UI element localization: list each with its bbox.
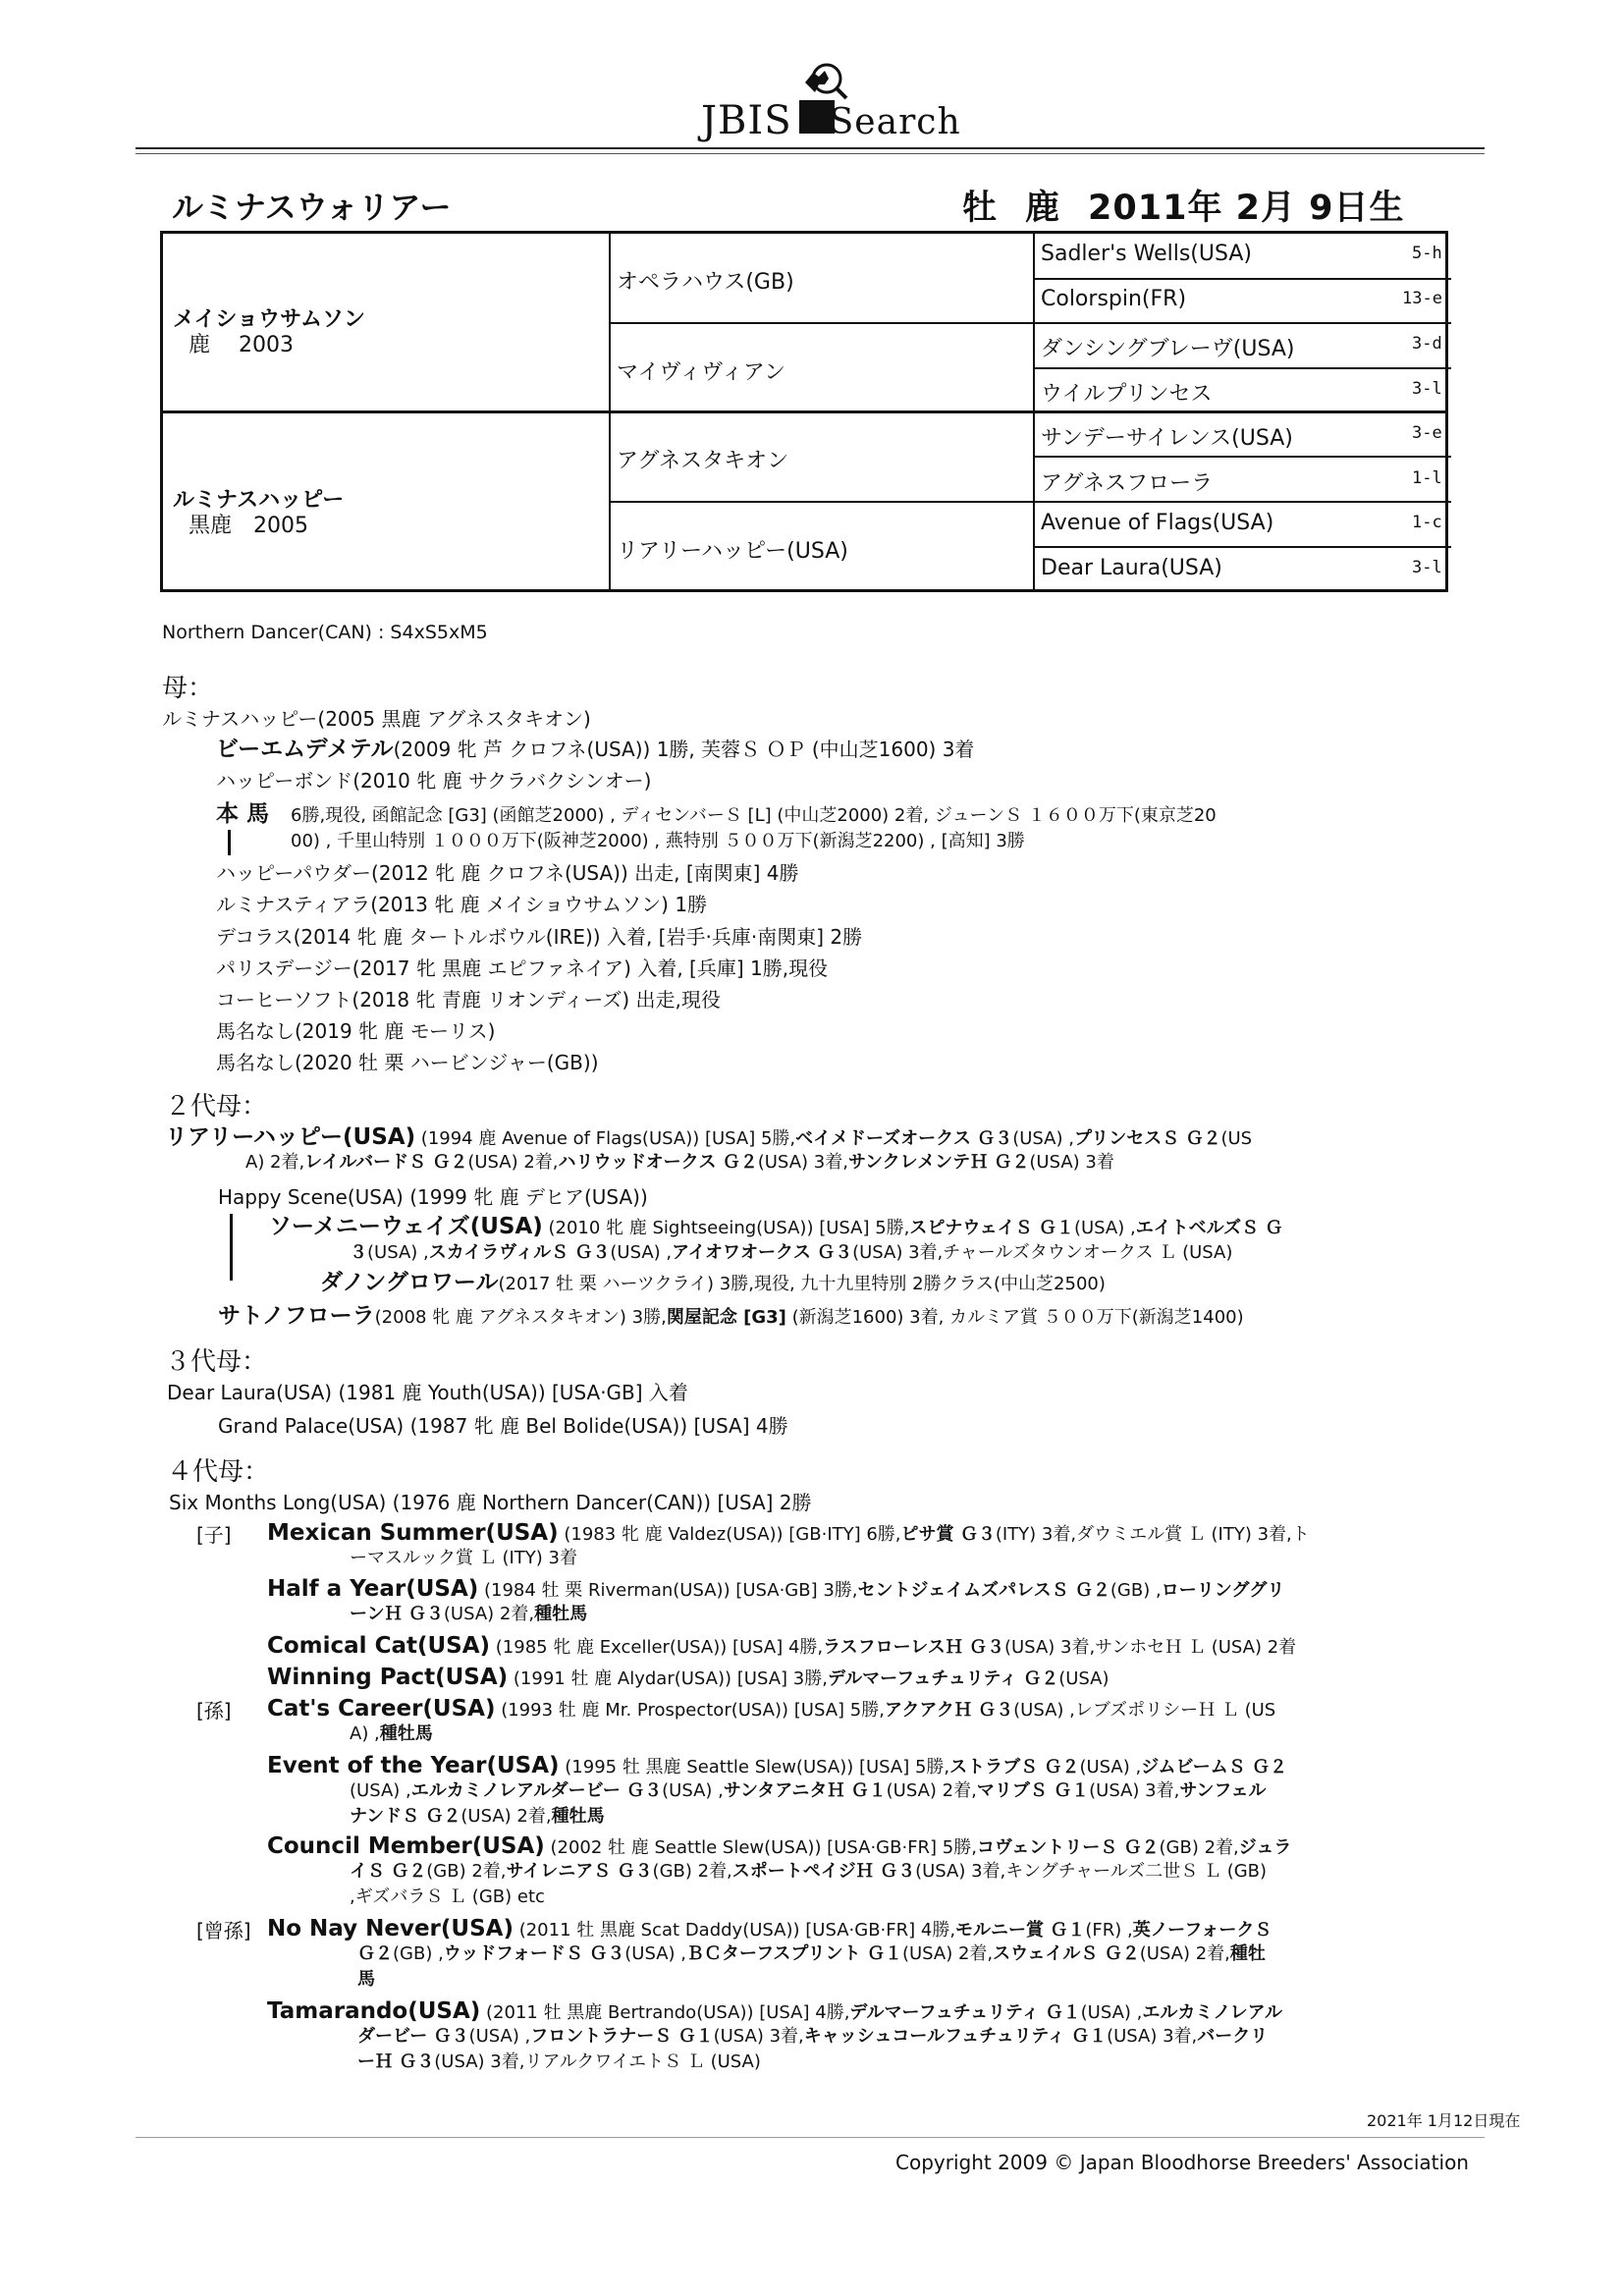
row-divider bbox=[1033, 278, 1451, 280]
gen4-offspring-row-cont: ーンＨ Ｇ３(USA) 2着,種牡馬 bbox=[350, 1604, 588, 1624]
gen6-offspring-row-cont: ーＨ Ｇ３(USA) 3着,リアルクワイエトＳ Ｌ (USA) bbox=[357, 2051, 761, 2072]
great-grandparent: Dear Laura(USA) bbox=[1041, 556, 1222, 580]
birth-date: 2011年 2月 9日生 bbox=[1088, 189, 1405, 228]
gen4-offspring-row-cont: ーマスルック賞 Ｌ (ITY) 3着 bbox=[350, 1548, 577, 1568]
header-rule-thin bbox=[135, 153, 1485, 154]
gen5-offspring-row: Event of the Year(USA) (1995 牡 黒鹿 Seattle Slew(USA)) [USA] 5勝,ストラブＳ Ｇ２(USA) ,ジムビームＳ Ｇ２ bbox=[267, 1753, 1288, 1778]
offspring-row: ハッピーパウダー(2012 牝 鹿 クロフネ(USA)) 出走, [南関東] 4勝 bbox=[216, 861, 799, 885]
family-number: 3-e bbox=[1412, 423, 1442, 443]
pedigree-table bbox=[160, 231, 1448, 592]
gen4-offspring-row: Mexican Summer(USA) (1983 牝 鹿 Valdez(USA)) [GB·ITY] 6勝,ピサ賞 Ｇ３(ITY) 3着,ダウミエル賞 Ｌ (ITY) 3着,ト bbox=[267, 1520, 1310, 1546]
row-divider bbox=[1033, 456, 1451, 458]
horse-color: 鹿 bbox=[1025, 189, 1061, 228]
great-grandparent: サンデーサイレンス(USA) bbox=[1041, 426, 1293, 451]
grandparent: アグネスタキオン bbox=[617, 449, 789, 473]
footer-rule bbox=[135, 2137, 1485, 2138]
offspring-row: パリスデージー(2017 牝 黒鹿 エピファネイア) 入着, [兵庫] 1勝,現役 bbox=[216, 957, 829, 980]
dam-line: ルミナスハッピー(2005 黒鹿 アグネスタキオン) bbox=[162, 707, 591, 731]
tag-grandchild: [孫] bbox=[196, 1699, 232, 1722]
gen3-offspring-row-cont: ３(USA) ,スカイラヴィルＳ Ｇ３(USA) ,アイオワオークス Ｇ３(USA) 3着,チャールズタウンオークス Ｌ (USA) bbox=[350, 1242, 1233, 1263]
gen5-offspring-row-cont: イＳ Ｇ２(GB) 2着,サイレニアＳ Ｇ３(GB) 2着,スポートペイジＨ Ｇ３(USA) 3着,キングチャールズ二世Ｓ Ｌ (GB) bbox=[350, 1861, 1268, 1882]
row-divider bbox=[163, 410, 1445, 413]
row-divider bbox=[609, 322, 1451, 324]
logo-text: JBIS Search bbox=[701, 98, 961, 143]
family-number: 3-l bbox=[1412, 379, 1442, 399]
gen2-dam-line-cont: A) 2着,レイルバードＳ Ｇ２(USA) 2着,ハリウッドオークス Ｇ２(USA) 3着,サンクレメンテＨ Ｇ２(USA) 3着 bbox=[245, 1152, 1114, 1173]
offspring-row: 馬名なし(2020 牡 栗 ハービンジャー(GB)) bbox=[216, 1051, 599, 1074]
gen5-offspring-row-cont: (USA) ,エルカミノレアルダービー Ｇ３(USA) ,サンタアニタＨ Ｇ１(USA) 2着,マリブＳ Ｇ１(USA) 3着,サンフェル bbox=[350, 1780, 1267, 1801]
gen4-offspring-row: ダノングロワール(2017 牡 栗 ハーツクライ) 3勝,現役, 九十九里特別 2勝クラス(中山芝2500) bbox=[320, 1270, 1106, 1295]
great-grandparent: アグネスフローラ bbox=[1041, 471, 1214, 496]
gen5-offspring-row-cont: ナンドＳ Ｇ２(USA) 2着,種牡馬 bbox=[350, 1806, 605, 1827]
sire-info: 鹿 2003 bbox=[189, 333, 294, 357]
horse-info bbox=[962, 181, 1405, 230]
gen4-offspring-row: Winning Pact(USA) (1991 牡 鹿 Alydar(USA)) [USA] 3勝,デルマーフュチュリティ Ｇ２(USA) bbox=[267, 1665, 1110, 1690]
family-number: 5-h bbox=[1412, 244, 1442, 263]
copyright: Copyright 2009 © Japan Bloodhorse Breeders' Association bbox=[895, 2151, 1469, 2174]
sire-name: メイショウサムソン bbox=[173, 307, 366, 332]
offspring-row-self: 本 馬 6勝,現役, 函館記念 [G3] (函館芝2000) , ディセンバーＳ [L] (中山芝2000) 2着, ジューンＳ １６００万下(東京芝20 bbox=[216, 801, 1217, 827]
offspring-row: 馬名なし(2019 牝 鹿 モーリス) bbox=[216, 1019, 496, 1043]
dam-name: ルミナスハッピー bbox=[173, 488, 345, 513]
row-divider bbox=[1033, 546, 1451, 548]
gen5-offspring-row-cont: ,ギズバラＳ Ｌ (GB) etc bbox=[350, 1886, 545, 1907]
gen4-offspring-row: Half a Year(USA) (1984 牡 栗 Riverman(USA)) [USA·GB] 3勝,セントジェイムズパレスＳ Ｇ２(GB) ,ローリンググリ bbox=[267, 1576, 1285, 1602]
gen2-offspring-row: サトノフローラ(2008 牝 鹿 アグネスタキオン) 3勝,関屋記念 [G3] (新潟芝1600) 3着, カルミア賞 ５００万下(新潟芝1400) bbox=[218, 1303, 1244, 1329]
gen6-offspring-row-cont: 馬 bbox=[357, 1969, 375, 1990]
gen4-offspring-row: Comical Cat(USA) (1985 牝 鹿 Exceller(USA)) [USA] 4勝,ラスフローレスＨ Ｇ３(USA) 3着,サンホセＨ Ｌ (USA) 2着 bbox=[267, 1633, 1297, 1659]
family-number: 3-l bbox=[1412, 558, 1442, 577]
great-grandparent: ウイルプリンセス bbox=[1041, 382, 1213, 407]
grandparent: オペラハウス(GB) bbox=[617, 270, 794, 295]
gen6-offspring-row-cont: ダービー Ｇ３(USA) ,フロントラナーＳ Ｇ１(USA) 3着,キャッシュコールフュチュリティ Ｇ１(USA) 3着,バークリ bbox=[357, 2026, 1269, 2047]
gen6-offspring-row-cont: Ｇ２(GB) ,ウッドフォードＳ Ｇ３(USA) ,ＢＣターフスプリント Ｇ１(USA) 2着,スウェイルＳ Ｇ２(USA) 2着,種牡 bbox=[357, 1943, 1266, 1964]
gen5-offspring-row-cont: A) ,種牡馬 bbox=[350, 1723, 433, 1744]
bracket-bar bbox=[230, 1214, 233, 1281]
tag-child: [子] bbox=[196, 1523, 232, 1547]
gen6-offspring-row: No Nay Never(USA) (2011 牡 黒鹿 Scat Daddy(USA)) [USA·GB·FR] 4勝,モルニー賞 Ｇ１(FR) ,英ノーフォークＳ bbox=[267, 1916, 1272, 1941]
grandparent: リアリーハッピー(USA) bbox=[617, 539, 848, 564]
offspring-row-self-cont: 00) , 千里山特別 １０００万下(阪神芝2000) , 燕特別 ５００万下(新潟芝2200) , [高知] 3勝 bbox=[291, 831, 1025, 851]
bracket-bar bbox=[228, 830, 231, 855]
header-rule bbox=[135, 147, 1485, 149]
gen5-offspring-row: Council Member(USA) (2002 牡 鹿 Seattle Slew(USA)) [USA·GB·FR] 5勝,コヴェントリーＳ Ｇ２(GB) 2着,ジュラ bbox=[267, 1833, 1292, 1859]
inbreeding-note: Northern Dancer(CAN) : S4xS5xM5 bbox=[162, 622, 488, 643]
row-divider bbox=[609, 501, 1451, 503]
gen6-offspring-row: Tamarando(USA) (2011 牡 黒鹿 Bertrando(USA)) [USA] 4勝,デルマーフュチュリティ Ｇ１(USA) ,エルカミノレアル bbox=[267, 1998, 1282, 2024]
gen3-dam-line: Dear Laura(USA) (1981 鹿 Youth(USA)) [USA·GB] 入着 bbox=[167, 1381, 688, 1404]
offspring-row: ビーエムデメテル(2009 牝 芦 クロフネ(USA)) 1勝, 芙蓉Ｓ ＯＰ (中山芝1600) 3着 bbox=[216, 737, 975, 762]
tag-great-grandchild: [曾孫] bbox=[196, 1919, 251, 1942]
family-number: 1-c bbox=[1412, 513, 1442, 532]
gen4-dam-line: Six Months Long(USA) (1976 鹿 Northern Dancer(CAN)) [USA] 2勝 bbox=[169, 1491, 812, 1514]
horse-name: ルミナスウォリアー bbox=[172, 189, 452, 226]
row-divider bbox=[1033, 367, 1451, 369]
gen2-dam-line: リアリーハッピー(USA) (1994 鹿 Avenue of Flags(USA)) [USA] 5勝,ベイメドーズオークス Ｇ３(USA) ,プリンセスＳ Ｇ２(US bbox=[165, 1124, 1253, 1150]
grandparent: マイヴィヴィアン bbox=[617, 360, 786, 385]
family-number: 13-e bbox=[1402, 289, 1442, 308]
family-number: 1-l bbox=[1412, 468, 1442, 488]
dam-info: 黒鹿 2005 bbox=[189, 514, 308, 538]
gen2-offspring-row: Happy Scene(USA) (1999 牝 鹿 デヒア(USA)) bbox=[218, 1185, 648, 1209]
section-heading-dam: 母： bbox=[162, 674, 214, 703]
offspring-row: ハッピーボンド(2010 牝 鹿 サクラバクシンオー) bbox=[216, 769, 652, 793]
gen3-offspring-row: ソーメニーウェイズ(USA) (2010 牝 鹿 Sightseeing(USA)) [USA] 5勝,スピナウェイＳ Ｇ１(USA) ,エイトベルズＳ Ｇ bbox=[269, 1214, 1283, 1239]
great-grandparent: Avenue of Flags(USA) bbox=[1041, 511, 1274, 535]
horse-sex: 牡 bbox=[962, 189, 999, 228]
offspring-row: デコラス(2014 牝 鹿 タートルボウル(IRE)) 入着, [岩手·兵庫·南関東] 2勝 bbox=[216, 925, 863, 949]
date-stamp: 2021年 1月12日現在 bbox=[1367, 2111, 1521, 2130]
offspring-row: ルミナスティアラ(2013 牝 鹿 メイショウサムソン) 1勝 bbox=[216, 893, 708, 916]
section-heading-gen2: ２代母： bbox=[165, 1092, 268, 1121]
gen3-offspring-row: Grand Palace(USA) (1987 牝 鹿 Bel Bolide(USA)) [USA] 4勝 bbox=[218, 1414, 788, 1438]
gen5-offspring-row: Cat's Career(USA) (1993 牡 鹿 Mr. Prospector(USA)) [USA] 5勝,アクアクＨ Ｇ３(USA) ,レブズポリシーＨ Ｌ (US bbox=[267, 1696, 1276, 1722]
offspring-row: コーヒーソフト(2018 牝 青鹿 リオンディーズ) 出走,現役 bbox=[216, 988, 721, 1011]
great-grandparent: ダンシングブレーヴ(USA) bbox=[1041, 337, 1295, 361]
family-number: 3-d bbox=[1412, 334, 1442, 354]
great-grandparent: Sadler's Wells(USA) bbox=[1041, 242, 1252, 266]
section-heading-gen3: ３代母： bbox=[165, 1347, 268, 1377]
section-heading-gen4: ４代母： bbox=[167, 1457, 270, 1487]
great-grandparent: Colorspin(FR) bbox=[1041, 287, 1187, 311]
